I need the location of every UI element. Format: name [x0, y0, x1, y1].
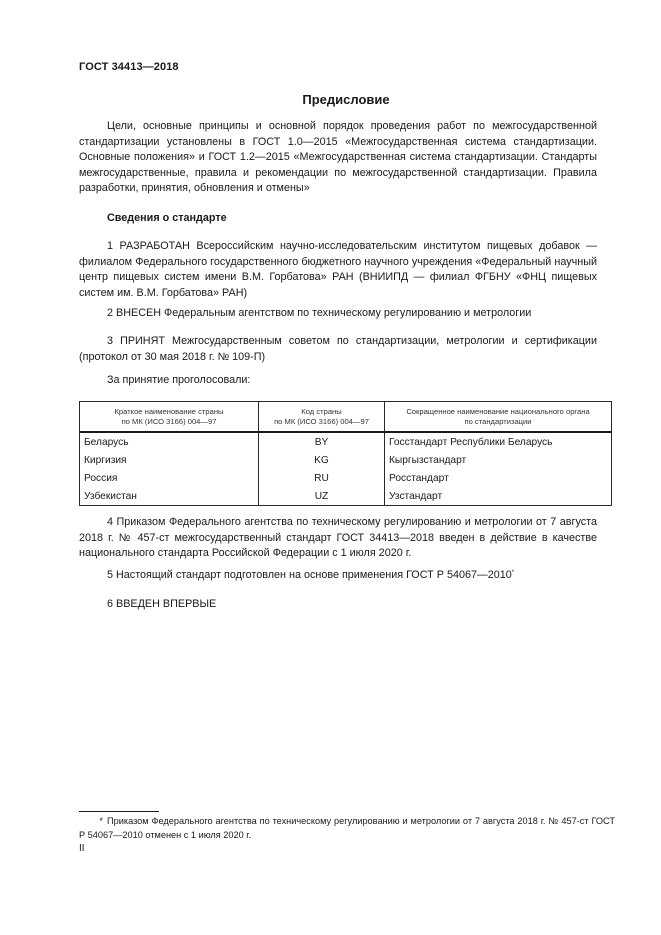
table-row: [80, 451, 612, 469]
footnote-mark: *: [99, 816, 103, 826]
item-6-paragraph: [79, 597, 597, 613]
table-row: [80, 469, 612, 487]
country-code-cell: UZ: [259, 487, 385, 506]
item-4-text: 4 Приказом Федерального агентства по техническому регулированию и метрологии от 7 августа 2018 г. № 457-ст межгосударственный стандарт ГОСТ 34413—2018 введен в действие в качестве национального стандарта Российской Федерации с 1 июля 2020 г.: [79, 516, 597, 559]
header-country-name-line1: Краткое наименование страны: [114, 406, 224, 416]
item-5-paragraph: [79, 568, 597, 584]
table-row: [80, 487, 612, 506]
document-code: ГОСТ 34413—2018: [79, 61, 179, 73]
country-code-cell: RU: [259, 469, 385, 487]
standards-body-cell: Росстандарт: [385, 469, 612, 487]
header-country-code-line1: Код страны: [301, 406, 342, 416]
item-3-paragraph: [79, 334, 597, 365]
country-code-cell: BY: [259, 432, 385, 451]
header-country-name: [80, 402, 259, 433]
header-country-name-line2: по МК (ИСО 3166) 004—97: [121, 417, 217, 426]
vote-label: За принятие проголосовали:: [107, 374, 251, 386]
standards-body-cell: Госстандарт Республики Беларусь: [385, 432, 612, 451]
item-3-text: 3 ПРИНЯТ Межгосударственным советом по стандартизации, метрологии и сертификации (протокол от 30 мая 2018 г. № 109-П): [79, 335, 597, 363]
item-4-paragraph: [79, 515, 597, 562]
item-2-paragraph: [79, 306, 597, 322]
header-standards-body: [385, 402, 612, 433]
header-country-code: [259, 402, 385, 433]
voting-countries-table: [79, 401, 612, 506]
footnote-text: Приказом Федерального агентства по техническому регулированию и метрологии от 7 августа 2018 г. № 457-ст ГОСТ Р 54067—2010 отменен с 1 июля 2020 г.: [79, 816, 615, 840]
standards-body-cell: Узстандарт: [385, 487, 612, 506]
page-title: Предисловие: [302, 92, 390, 107]
item-1-text: 1 РАЗРАБОТАН Всероссийским научно-исследовательским институтом пищевых добавок — филиалом Федерального государственного бюджетного научного учреждения «Федеральный научный центр пищевых систем имени В.М. Горбатова» РАН (ВНИИПД — филиал ФГБНУ «ФНЦ пищевых систем им. В.М. Горбатова» РАН): [79, 240, 597, 299]
table-row: [80, 432, 612, 451]
item-2-text: 2 ВНЕСЕН Федеральным агентством по техническому регулированию и метрологии: [107, 307, 532, 319]
section-title: Сведения о стандарте: [107, 212, 227, 224]
footnote: [79, 815, 615, 842]
footnote-reference: *: [511, 570, 515, 576]
intro-text: Цели, основные принципы и основной порядок проведения работ по межгосударственной стандартизации установлены в ГОСТ 1.0—2015 «Межгосударственная система стандартизации. Основные положения» и ГОСТ 1.2—2015 «Межгосударственная система стандартизации. Стандарты межгосударственные, правила и рекомендации по межгосударственной стандартизации. Правила разработки, принятия, обновления и отмены»: [79, 120, 597, 194]
country-name-cell: Киргизия: [80, 451, 259, 469]
item-5-text: 5 Настоящий стандарт подготовлен на основе применения ГОСТ Р 54067—2010: [107, 569, 512, 581]
header-country-code-line2: по МК (ИСО 3166) 004—97: [274, 417, 369, 426]
page-number: II: [79, 843, 85, 854]
table-header-row: [80, 402, 612, 433]
header-standards-body-line1: Сокращенное наименование национального органа: [406, 406, 590, 416]
country-name-cell: Беларусь: [80, 432, 259, 451]
intro-paragraph: [79, 119, 597, 197]
item-6-text: 6 ВВЕДЕН ВПЕРВЫЕ: [107, 598, 217, 610]
header-standards-body-line2: по стандартизации: [464, 417, 532, 426]
standards-body-cell: Кыргызстандарт: [385, 451, 612, 469]
country-code-cell: KG: [259, 451, 385, 469]
item-1-paragraph: [79, 239, 597, 301]
footnote-divider: [79, 811, 159, 812]
country-name-cell: Узбекистан: [80, 487, 259, 506]
country-name-cell: Россия: [80, 469, 259, 487]
